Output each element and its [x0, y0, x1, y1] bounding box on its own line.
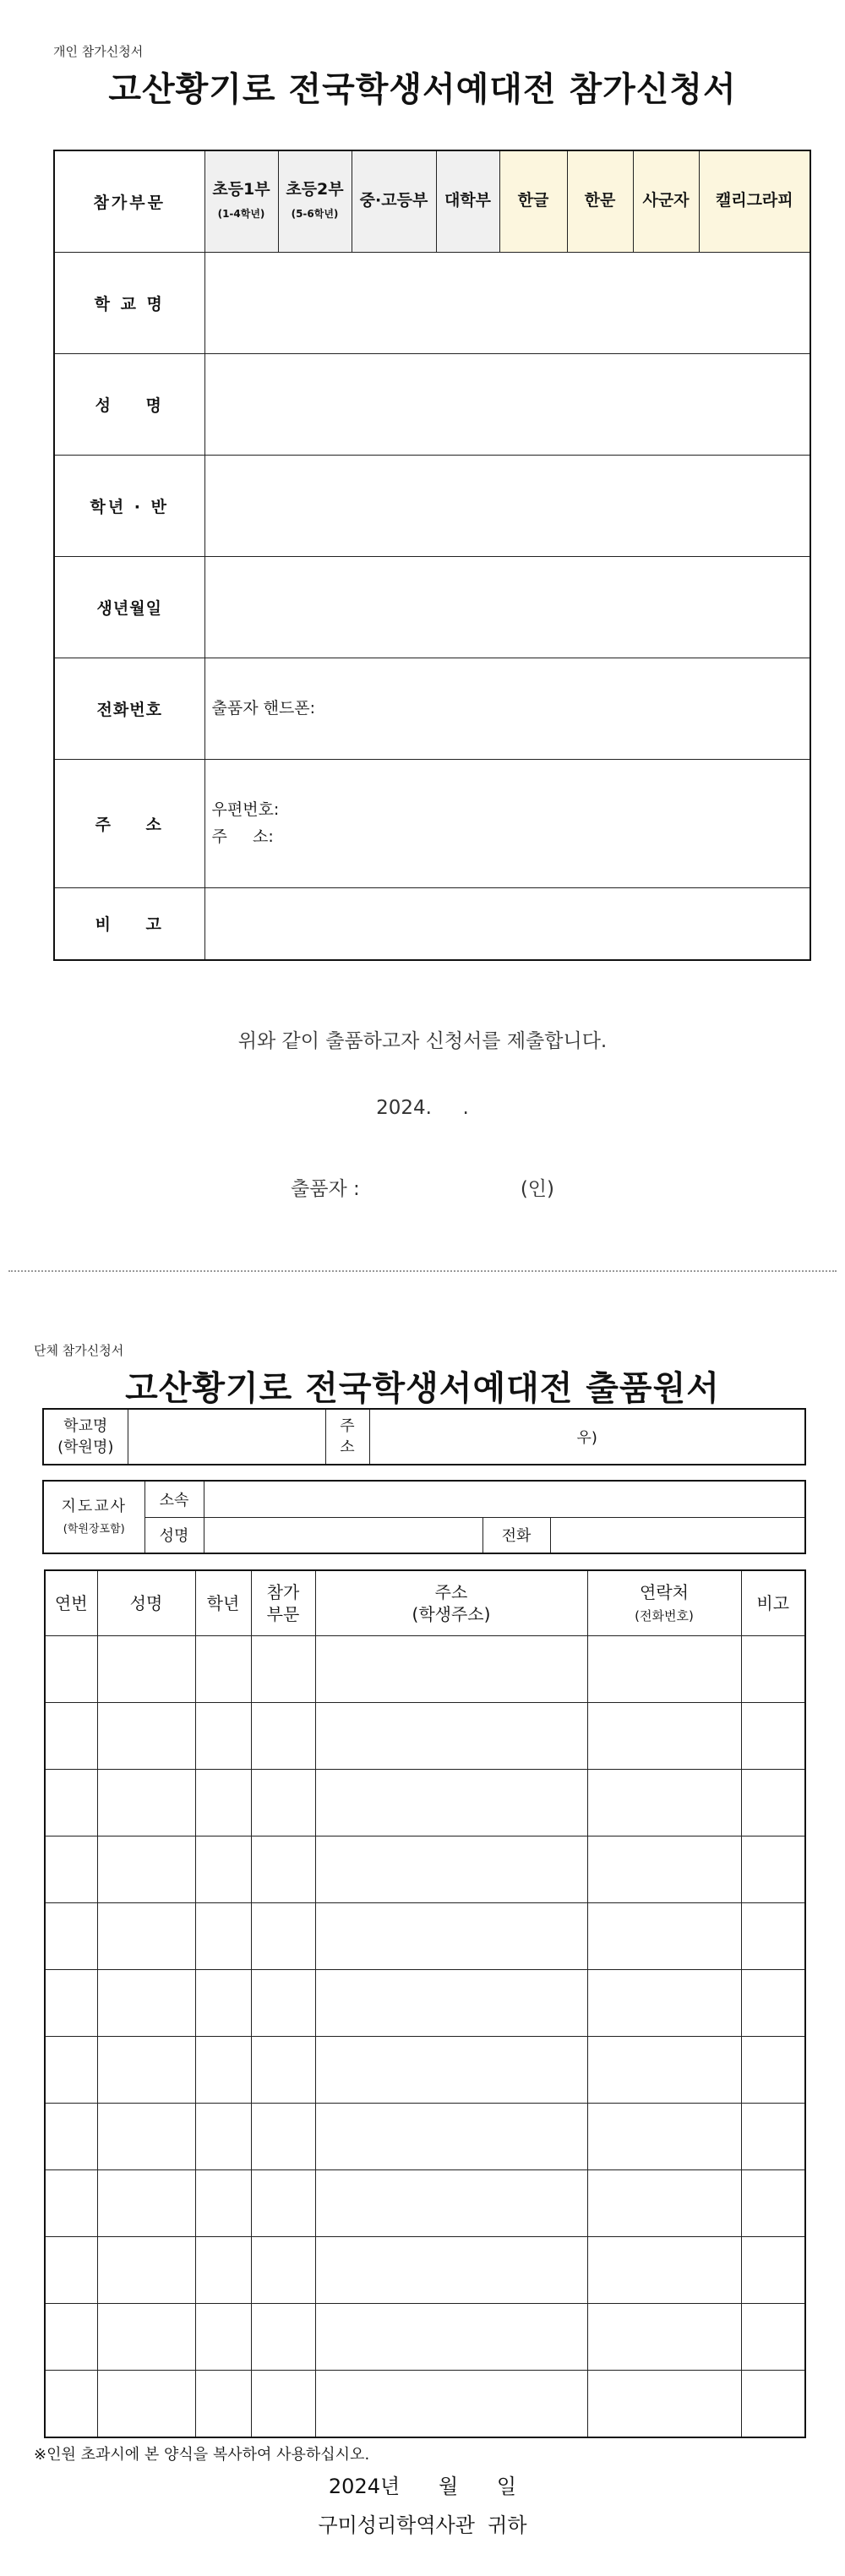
- category-option-hangul[interactable]: 한글: [499, 150, 567, 252]
- table-cell[interactable]: [587, 1970, 741, 2037]
- category-option-university[interactable]: 대학부: [436, 150, 499, 252]
- table-cell[interactable]: [195, 1903, 251, 1970]
- table-cell[interactable]: [97, 2037, 195, 2104]
- table-cell[interactable]: [45, 2304, 97, 2371]
- col-address: 주소 (학생주소): [315, 1570, 587, 1636]
- col-note: 비고: [741, 1570, 805, 1636]
- table-cell[interactable]: [195, 2104, 251, 2170]
- table-row: [45, 1636, 805, 1703]
- school-address-table: [42, 1408, 806, 1465]
- address-label-2: 주 소: [325, 1409, 369, 1465]
- table-cell[interactable]: [251, 1903, 315, 1970]
- table-cell[interactable]: [97, 1703, 195, 1770]
- grade-class-label: 학년 · 반: [54, 455, 204, 556]
- table-cell[interactable]: [587, 2170, 741, 2237]
- col-name: 성명: [97, 1570, 195, 1636]
- table-cell[interactable]: [741, 2104, 805, 2170]
- table-row: [45, 2237, 805, 2304]
- table-cell[interactable]: [315, 1836, 587, 1903]
- table-cell[interactable]: [45, 1770, 97, 1836]
- cut-line: [8, 1270, 837, 1272]
- table-cell[interactable]: [587, 2304, 741, 2371]
- category-option-elem2[interactable]: 초등2부 (5-6학년): [278, 150, 352, 252]
- teacher-table: [42, 1480, 806, 1554]
- table-cell[interactable]: [315, 1970, 587, 2037]
- table-cell[interactable]: [251, 1703, 315, 1770]
- table-cell[interactable]: [741, 1836, 805, 1903]
- category-option-calligraphy[interactable]: 캘리그라피: [699, 150, 810, 252]
- table-cell[interactable]: [45, 2104, 97, 2170]
- birthdate-field[interactable]: [204, 556, 810, 658]
- table-cell[interactable]: [97, 1903, 195, 1970]
- table-cell[interactable]: [195, 1636, 251, 1703]
- addressee: 구미성리학역사관 귀하: [318, 2513, 527, 2537]
- table-row: [45, 2304, 805, 2371]
- table-cell[interactable]: [587, 1903, 741, 1970]
- school-name-field[interactable]: [128, 1409, 325, 1465]
- table-cell[interactable]: [315, 2371, 587, 2438]
- table-cell[interactable]: [251, 1770, 315, 1836]
- table-cell[interactable]: [251, 2371, 315, 2438]
- form1-caption: 개인 참가신청서: [53, 44, 144, 59]
- table-cell[interactable]: [97, 2304, 195, 2371]
- table-row: [45, 2170, 805, 2237]
- table-cell[interactable]: [315, 2037, 587, 2104]
- table-cell[interactable]: [195, 1836, 251, 1903]
- table-cell[interactable]: [315, 1903, 587, 1970]
- col-contact: 연락처 (전화번호): [587, 1570, 741, 1636]
- category-label: 참가부문: [54, 150, 204, 252]
- phone-field[interactable]: [204, 658, 810, 759]
- table-cell[interactable]: [587, 1836, 741, 1903]
- table-cell[interactable]: [315, 1636, 587, 1703]
- birthdate-label: 생년월일: [54, 556, 204, 658]
- postal-mark: 우): [576, 1429, 597, 1447]
- table-cell[interactable]: [97, 1970, 195, 2037]
- table-row: [45, 2104, 805, 2170]
- school-field[interactable]: [204, 252, 810, 353]
- table-cell[interactable]: [315, 1703, 587, 1770]
- table-cell[interactable]: [587, 2037, 741, 2104]
- table-cell[interactable]: [195, 2371, 251, 2438]
- table-cell[interactable]: [741, 1970, 805, 2037]
- table-cell[interactable]: [587, 2104, 741, 2170]
- table-cell[interactable]: [97, 2237, 195, 2304]
- teacher-phone-label: 전화: [482, 1517, 550, 1553]
- table-cell[interactable]: [45, 1703, 97, 1770]
- table-cell[interactable]: [315, 2170, 587, 2237]
- table-cell[interactable]: [97, 2170, 195, 2237]
- teacher-name-label: 성명: [144, 1517, 204, 1553]
- form2-title: 고산황기로 전국학생서예대전 출품원서: [125, 1368, 720, 1408]
- table-cell[interactable]: [45, 1903, 97, 1970]
- table-cell[interactable]: [587, 1703, 741, 1770]
- teacher-label: 지도교사 (학원장포함): [43, 1481, 144, 1553]
- applicant-signature: 출품자 : (인): [291, 1178, 554, 1200]
- table-cell[interactable]: [587, 1770, 741, 1836]
- table-cell[interactable]: [195, 2237, 251, 2304]
- table-cell[interactable]: [195, 1703, 251, 1770]
- table-cell[interactable]: [97, 1636, 195, 1703]
- col-grade: 학년: [195, 1570, 251, 1636]
- note-label: 비 고: [54, 887, 204, 960]
- table-row: [45, 2371, 805, 2438]
- phone-hint: 출품자 핸드폰:: [211, 698, 316, 718]
- affiliation-field[interactable]: [204, 1481, 805, 1517]
- table-cell[interactable]: [45, 1970, 97, 2037]
- address-label: 주 소: [54, 759, 204, 887]
- name-label: 성 명: [54, 353, 204, 455]
- col-category: 참가 부문: [251, 1570, 315, 1636]
- table-cell[interactable]: [97, 1836, 195, 1903]
- table-cell[interactable]: [251, 1836, 315, 1903]
- phone-label: 전화번호: [54, 658, 204, 759]
- table-cell[interactable]: [251, 2037, 315, 2104]
- table-cell[interactable]: [45, 1636, 97, 1703]
- application-form-table: [53, 150, 811, 961]
- table-cell[interactable]: [741, 2170, 805, 2237]
- form1-title: 고산황기로 전국학생서예대전 참가신청서: [108, 69, 737, 109]
- table-cell[interactable]: [97, 2104, 195, 2170]
- table-cell[interactable]: [741, 1636, 805, 1703]
- table-cell[interactable]: [741, 2237, 805, 2304]
- table-row: [45, 1770, 805, 1836]
- submission-statement: 위와 같이 출품하고자 신청서를 제출합니다.: [237, 1030, 608, 1052]
- table-cell[interactable]: [45, 2170, 97, 2237]
- table-cell[interactable]: [251, 2237, 315, 2304]
- school-name-label: 학교명 (학원명): [43, 1409, 128, 1465]
- table-cell[interactable]: [195, 2304, 251, 2371]
- address-field[interactable]: [204, 759, 810, 887]
- name-field[interactable]: [204, 353, 810, 455]
- category-option-elem1[interactable]: 초등1부 (1-4학년): [204, 150, 278, 252]
- table-cell[interactable]: [251, 2104, 315, 2170]
- form2-date: 2024년 월 일: [328, 2475, 517, 2498]
- table-cell[interactable]: [741, 2304, 805, 2371]
- note-field[interactable]: [204, 887, 810, 960]
- table-cell[interactable]: [251, 2304, 315, 2371]
- table-cell[interactable]: [587, 2237, 741, 2304]
- table-cell[interactable]: [251, 1970, 315, 2037]
- table-cell[interactable]: [315, 1770, 587, 1836]
- table-cell[interactable]: [741, 1703, 805, 1770]
- table-cell[interactable]: [315, 2304, 587, 2371]
- table-cell[interactable]: [195, 2037, 251, 2104]
- table-cell[interactable]: [45, 2237, 97, 2304]
- school-address-field[interactable]: [369, 1409, 805, 1465]
- table-cell[interactable]: [45, 1836, 97, 1903]
- table-cell[interactable]: [587, 2371, 741, 2438]
- copy-footnote: ※인원 초과시에 본 양식을 복사하여 사용하십시오.: [34, 2446, 370, 2464]
- teacher-phone-field[interactable]: [550, 1517, 805, 1553]
- form1-date: 2024. .: [376, 1097, 469, 1119]
- postal-hint: 우편번호:: [211, 800, 280, 819]
- table-cell[interactable]: [97, 1770, 195, 1836]
- table-row: [45, 2037, 805, 2104]
- school-label: 학 교 명: [54, 252, 204, 353]
- affiliation-label: 소속: [144, 1481, 204, 1517]
- address-hint: 주 소:: [211, 827, 274, 846]
- table-row: [45, 1903, 805, 1970]
- table-cell[interactable]: [195, 1970, 251, 2037]
- table-row: [45, 1836, 805, 1903]
- table-cell[interactable]: [315, 2237, 587, 2304]
- table-cell[interactable]: [741, 2371, 805, 2438]
- table-cell[interactable]: [315, 2104, 587, 2170]
- table-row: [45, 1703, 805, 1770]
- table-cell[interactable]: [741, 1770, 805, 1836]
- table-cell[interactable]: [741, 2037, 805, 2104]
- table-row: [45, 1970, 805, 2037]
- table-cell[interactable]: [195, 2170, 251, 2237]
- table-cell[interactable]: [251, 1636, 315, 1703]
- table-cell[interactable]: [45, 2371, 97, 2438]
- table-cell[interactable]: [195, 1770, 251, 1836]
- table-cell[interactable]: [251, 2170, 315, 2237]
- table-cell[interactable]: [45, 2037, 97, 2104]
- table-cell[interactable]: [587, 1636, 741, 1703]
- table-cell[interactable]: [97, 2371, 195, 2438]
- col-seq: 연번: [45, 1570, 97, 1636]
- student-list-table: [44, 1569, 806, 2438]
- form2-caption: 단체 참가신청서: [34, 1343, 124, 1358]
- table-cell[interactable]: [741, 1903, 805, 1970]
- category-option-middle-high[interactable]: 중·고등부: [352, 150, 436, 252]
- category-option-hanmun[interactable]: 한문: [567, 150, 633, 252]
- grade-class-field[interactable]: [204, 455, 810, 556]
- category-option-sagunja[interactable]: 사군자: [633, 150, 699, 252]
- teacher-name-field[interactable]: [204, 1517, 482, 1553]
